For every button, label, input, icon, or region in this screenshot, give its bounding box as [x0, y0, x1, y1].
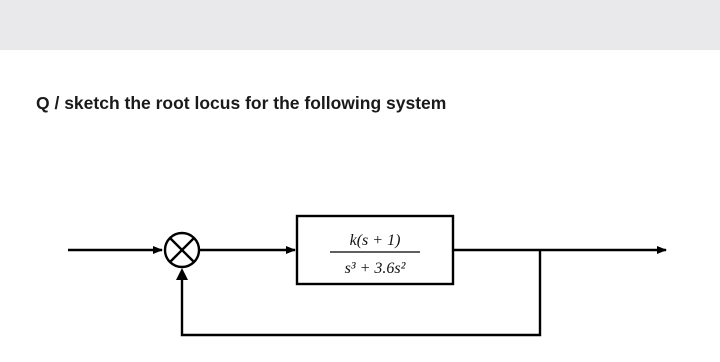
- tf-denominator: s³ + 3.6s²: [344, 260, 406, 277]
- tf-numerator: k(s + 1): [349, 232, 401, 249]
- feedback-arrowhead: [176, 268, 188, 280]
- question-text: Q / sketch the root locus for the following system: [36, 93, 447, 113]
- summing-junction: [165, 233, 199, 267]
- transfer-function-block: [297, 216, 453, 284]
